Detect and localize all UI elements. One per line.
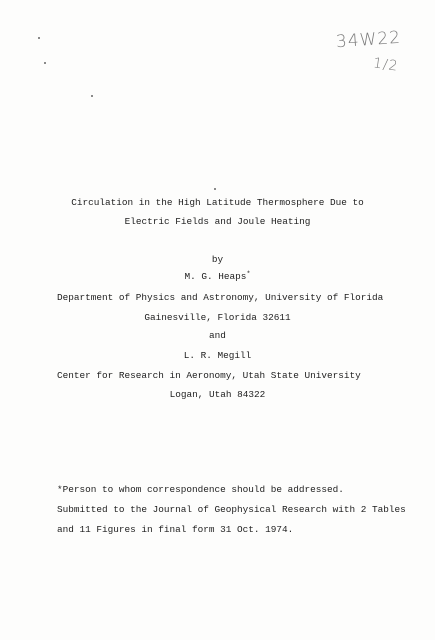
affiliation-2: Center for Research in Aeronomy, Utah State University [57, 370, 361, 381]
author-1-footnote-mark: * [246, 271, 251, 279]
affiliation-1: Department of Physics and Astronomy, University of Florida [57, 292, 384, 303]
byline-by: by [211, 254, 224, 265]
author-2: L. R. Megill [183, 350, 252, 361]
title-line-2: Electric Fields and Joule Heating [124, 216, 311, 227]
submission-line-1: Submitted to the Journal of Geophysical Research with 2 Tables [57, 504, 406, 515]
author-1 [0, 271, 435, 283]
scan-speck [91, 95, 93, 97]
address-1: Gainesville, Florida 32611 [144, 312, 291, 323]
title-line-1: Circulation in the High Latitude Thermosphere Due to [71, 197, 364, 208]
address-2: Logan, Utah 84322 [169, 389, 266, 400]
handwritten-note-line1: 34W22 [335, 27, 402, 53]
submission-line-2: and 11 Figures in final form 31 Oct. 1974. [57, 524, 294, 535]
handwritten-note-line2: 1/2 [372, 55, 400, 75]
scan-speck [38, 37, 40, 39]
correspondence-note: *Person to whom correspondence should be addressed. [57, 484, 344, 495]
author-1-name: M. G. Heaps [184, 271, 247, 282]
byline-and: and [209, 330, 226, 341]
scan-speck [214, 188, 216, 190]
scan-speck [44, 62, 46, 64]
